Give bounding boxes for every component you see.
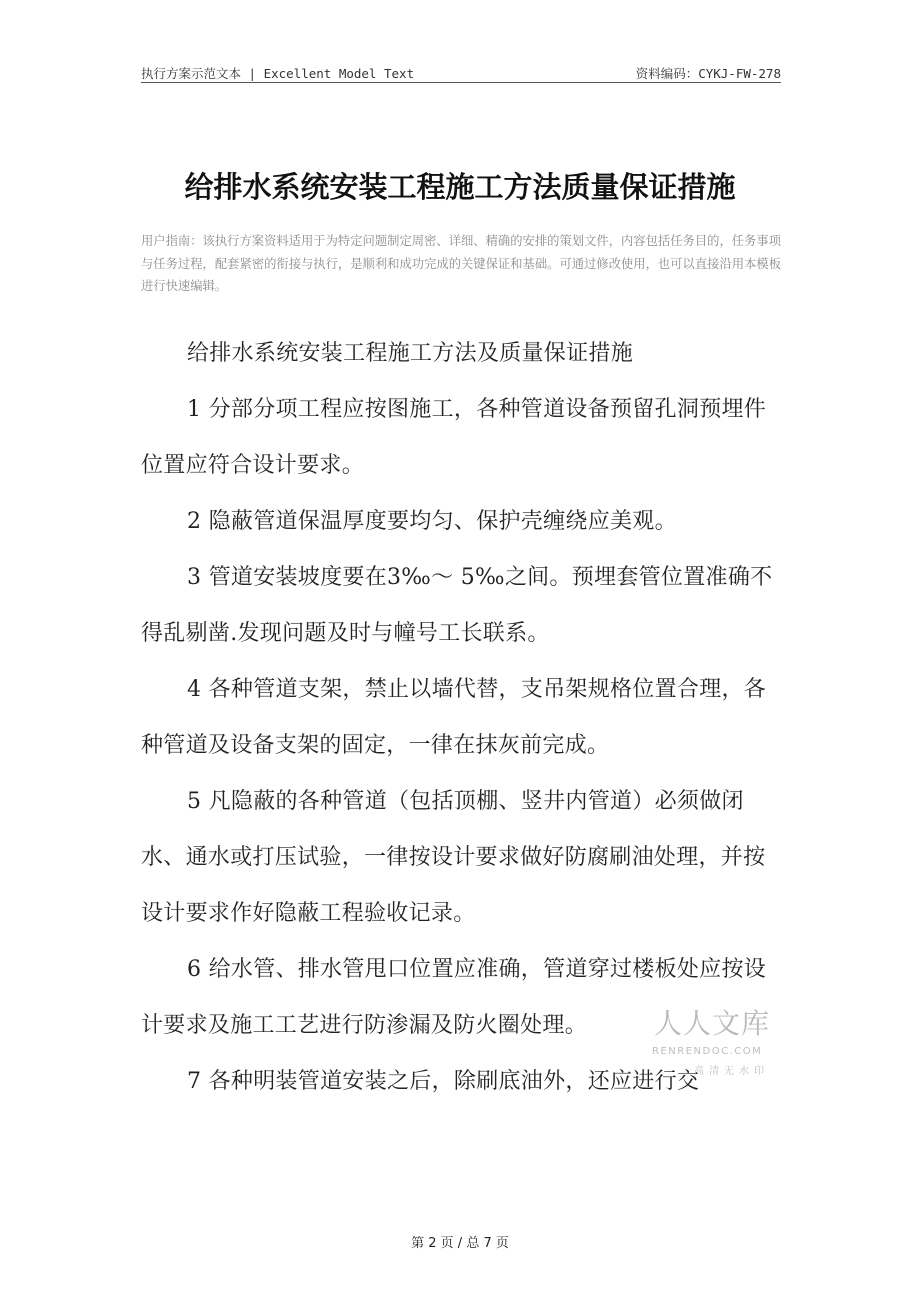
paragraph-item-7: 7 各种明装管道安装之后，除刷底油外，还应进行交 — [187, 1069, 700, 1094]
watermark-name: 人人文库 — [654, 1007, 771, 1040]
paragraph-item-4: 4 各种管道支架，禁止以墙代替，支吊架规格位置合理，各种管道及设备支架的固定，一律在抹灰前完成。 — [141, 677, 767, 758]
paragraph-item-2: 2 隐蔽管道保温厚度要均匀、保护壳缠绕应美观。 — [187, 509, 677, 534]
user-guide: 用户指南：该执行方案资料适用于为特定问题制定周密、详细、精确的安排的策划文件，内容包括任务目的，任务事项与任务过程，配套紧密的衔接与执行，是顺利和成功完成的关键保证和基础。可通过修改使用，也可以直接沿用本模板进行快速编辑。 — [141, 234, 781, 293]
page-header — [141, 62, 781, 82]
paragraph-item-6: 6 给水管、排水管甩口位置应准确，管道穿过楼板处应按设计要求及施工工艺进行防渗漏及防火圈处理。 — [141, 957, 767, 1038]
watermark-tagline: 高清无水印 — [694, 1066, 769, 1077]
paragraph-heading: 给排水系统安装工程施工方法及质量保证措施 — [187, 341, 634, 366]
page-number: 第 2 页 / 总 7 页 — [411, 1236, 509, 1251]
watermark-site: RENRENDOC.COM — [652, 1046, 763, 1057]
paragraph-item-1: 1 分部分项工程应按图施工，各种管道设备预留孔洞预埋件位置应符合设计要求。 — [141, 397, 767, 478]
header-divider — [141, 82, 781, 83]
paragraph-item-3: 3 管道安装坡度要在3‰～ 5‰之间。预埋套管位置准确不得乱剔凿.发现问题及时与幢号工长联系。 — [141, 565, 773, 646]
document-title: 给排水系统安装工程施工方法质量保证措施 — [184, 170, 736, 204]
document-body — [141, 326, 781, 1110]
header-doc-type: 执行方案示范文本 | Excellent Model Text — [141, 66, 415, 81]
header-doc-code: 资料编码：CYKJ-FW-278 — [635, 66, 781, 81]
paragraph-item-5: 5 凡隐蔽的各种管道（包括顶棚、竖井内管道）必须做闭水、通水或打压试验，一律按设计要求做好防腐刷油处理，并按设计要求作好隐蔽工程验收记录。 — [141, 789, 766, 926]
